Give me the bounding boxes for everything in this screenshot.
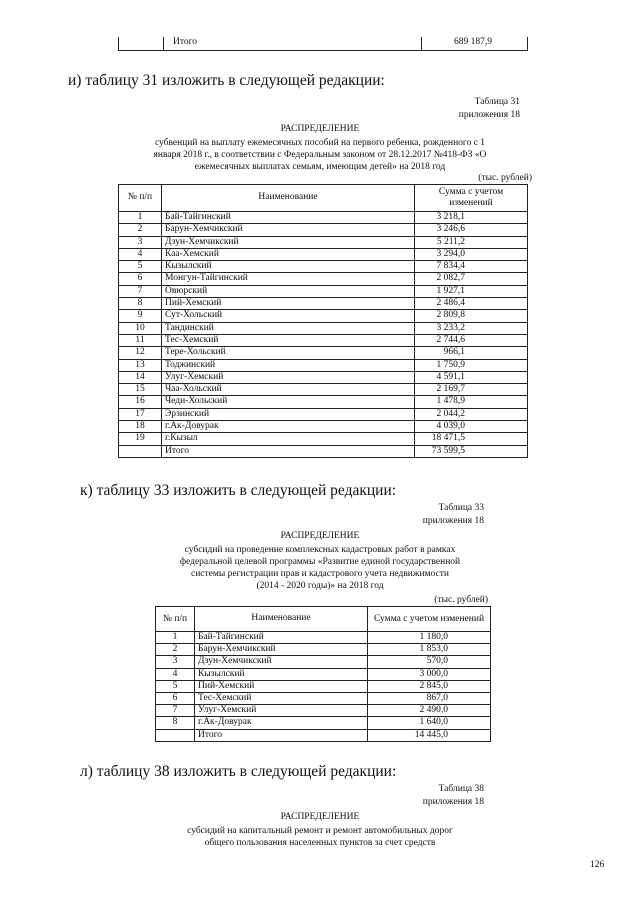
caption-line: системы регистрации прав и кадастрового учета недвижимости — [190, 569, 449, 579]
caption-line: января 2018 г., в соответствии с Федеральным законом от 28.12.2017 №418-ФЗ «О — [153, 150, 487, 160]
row-sum: 2 044,2 — [415, 408, 528, 420]
row-number: 2 — [119, 224, 162, 236]
row-number: 3 — [119, 236, 162, 248]
row-number: 4 — [119, 248, 162, 260]
row-sum: 4 591,1 — [415, 371, 528, 383]
row-number: 14 — [119, 371, 162, 383]
table31-appendix: приложения 18 — [458, 110, 520, 120]
table-row — [119, 347, 528, 359]
caption-line: ежемесячных выплатах семьям, имеющим детей» на 2018 год — [194, 162, 446, 172]
row-sum: 4 039,0 — [415, 421, 528, 433]
row-sum: 2 169,7 — [415, 384, 528, 396]
table-row — [119, 433, 528, 445]
table-row — [119, 421, 528, 433]
table-row — [119, 298, 528, 310]
table-row — [156, 717, 491, 729]
table-row — [119, 285, 528, 297]
row-sum: 570,0 — [368, 656, 491, 668]
row-sum: 2 490,0 — [368, 705, 491, 717]
row-sum: 18 471,5 — [415, 433, 528, 445]
row-number: 5 — [119, 261, 162, 273]
row-sum: 3 294,0 — [415, 248, 528, 260]
row-number: 13 — [119, 359, 162, 371]
row-sum: 5 211,2 — [415, 236, 528, 248]
row-name: Тес-Хемский — [162, 334, 415, 346]
row-name: г.Ак-Довурак — [162, 421, 415, 433]
table-row — [119, 236, 528, 248]
caption-line: федеральной целевой программы «Развитие единой государственной — [179, 557, 461, 567]
row-name: Тере-Хольский — [162, 347, 415, 359]
table33-units: (тыс. рублей) — [434, 595, 488, 605]
table-row — [119, 408, 528, 420]
table-row — [156, 656, 491, 668]
row-name: Итого — [162, 445, 415, 457]
row-name: Дзун-Хемчикский — [162, 236, 415, 248]
table-row — [156, 693, 491, 705]
table38-caption — [120, 825, 520, 849]
row-sum: 1 640,0 — [368, 717, 491, 729]
caption-line: субсидий на капитальный ремонт и ремонт автомобильных дорог — [187, 826, 453, 836]
row-number: 16 — [119, 396, 162, 408]
row-number: 4 — [156, 668, 195, 680]
row-sum: 73 599,5 — [415, 445, 528, 457]
table-row — [119, 212, 528, 224]
row-number — [156, 729, 195, 741]
table-row — [119, 334, 528, 346]
row-name: Чаа-Хольский — [162, 384, 415, 396]
row-name: Монгун-Тайгинский — [162, 273, 415, 285]
row-sum: 2 486,4 — [415, 298, 528, 310]
row-name: Улуг-Хемский — [195, 705, 368, 717]
row-name: Бай-Тайгинский — [195, 632, 368, 644]
row-number: 2 — [156, 644, 195, 656]
table-row — [119, 248, 528, 260]
row-sum: 2 082,7 — [415, 273, 528, 285]
row-number: 8 — [156, 717, 195, 729]
table-row — [119, 273, 528, 285]
table-row — [156, 632, 491, 644]
table33-label: Таблица 33 — [438, 503, 484, 513]
top-total-value: 689 187,9 — [454, 37, 492, 47]
row-name: г.Ак-Довурак — [195, 717, 368, 729]
section-l-heading: л) таблицу 38 изложить в следующей редакции: — [80, 763, 397, 780]
table-row — [119, 445, 528, 457]
table-row — [119, 371, 528, 383]
caption-line: (2014 - 2020 годы)» на 2018 год — [256, 581, 384, 591]
row-name: Сут-Хольский — [162, 310, 415, 322]
row-name: Итого — [195, 729, 368, 741]
table31 — [118, 184, 528, 458]
row-name: Улуг-Хемский — [162, 371, 415, 383]
section-i-heading: и) таблицу 31 изложить в следующей редакции: — [68, 72, 385, 89]
row-sum: 3 233,2 — [415, 322, 528, 334]
row-name: Пий-Хемский — [195, 680, 368, 692]
table33-appendix: приложения 18 — [422, 516, 484, 526]
row-sum: 7 834,4 — [415, 261, 528, 273]
row-number — [119, 445, 162, 457]
row-name: Дзун-Хемчикский — [195, 656, 368, 668]
table-row — [119, 224, 528, 236]
row-number: 6 — [119, 273, 162, 285]
table31-units: (тыс. рублей) — [478, 173, 532, 183]
table-row — [156, 644, 491, 656]
top-total-label: Итого — [173, 37, 198, 47]
row-number: 6 — [156, 693, 195, 705]
table-row — [156, 680, 491, 692]
table38-label: Таблица 38 — [438, 784, 484, 794]
row-name: Каа-Хемский — [162, 248, 415, 260]
row-sum: 14 445,0 — [368, 729, 491, 741]
row-number: 1 — [119, 212, 162, 224]
row-number: 18 — [119, 421, 162, 433]
col-header-sum: Сумма с учетом изменений — [415, 185, 528, 212]
row-sum: 1 750,9 — [415, 359, 528, 371]
table-row — [119, 396, 528, 408]
row-number: 7 — [156, 705, 195, 717]
row-number: 9 — [119, 310, 162, 322]
row-sum: 1 180,0 — [368, 632, 491, 644]
row-name: г.Кызыл — [162, 433, 415, 445]
table31-title: РАСПРЕДЕЛЕНИЕ — [280, 124, 360, 134]
table31-caption — [120, 137, 520, 173]
row-name: Бай-Тайгинский — [162, 212, 415, 224]
row-name: Эрзинский — [162, 408, 415, 420]
table-row — [156, 705, 491, 717]
caption-line: субсидий на проведение комплексных кадастровых работ в рамках — [184, 545, 456, 555]
row-name: Барун-Хемчикский — [162, 224, 415, 236]
row-number: 11 — [119, 334, 162, 346]
page-number: 126 — [590, 860, 605, 870]
top-total-row — [118, 37, 528, 51]
table33 — [155, 606, 491, 742]
caption-line: субвенций на выплату ежемесячных пособий на первого ребенка, рожденного с 1 — [154, 138, 486, 148]
row-name: Овюрский — [162, 285, 415, 297]
table33-caption — [120, 544, 520, 592]
table-row — [119, 261, 528, 273]
row-name: Чеди-Хольский — [162, 396, 415, 408]
row-name: Барун-Хемчикский — [195, 644, 368, 656]
row-number: 17 — [119, 408, 162, 420]
row-number: 8 — [119, 298, 162, 310]
row-sum: 2 845,0 — [368, 680, 491, 692]
table38-title: РАСПРЕДЕЛЕНИЕ — [280, 812, 360, 822]
table-row — [119, 384, 528, 396]
row-sum: 1 478,9 — [415, 396, 528, 408]
row-sum: 2 744,6 — [415, 334, 528, 346]
row-number: 1 — [156, 632, 195, 644]
row-name: Кызылский — [162, 261, 415, 273]
row-number: 7 — [119, 285, 162, 297]
col-header-name: Наименование — [162, 185, 415, 212]
table38-appendix: приложения 18 — [422, 797, 484, 807]
row-number: 15 — [119, 384, 162, 396]
row-name: Кызылский — [195, 668, 368, 680]
row-sum: 3 000,0 — [368, 668, 491, 680]
row-sum: 3 218,1 — [415, 212, 528, 224]
table33-title: РАСПРЕДЕЛЕНИЕ — [280, 531, 360, 541]
row-sum: 1 853,0 — [368, 644, 491, 656]
row-sum: 3 246,6 — [415, 224, 528, 236]
row-sum: 2 809,8 — [415, 310, 528, 322]
row-number: 19 — [119, 433, 162, 445]
row-sum: 966,1 — [415, 347, 528, 359]
table-row — [156, 729, 491, 741]
col-header-num: № п/п — [119, 185, 162, 212]
caption-line: общего пользования населенных пунктов за счет средств — [204, 838, 436, 848]
col-header-name: Наименование — [195, 607, 368, 632]
row-sum: 1 927,1 — [415, 285, 528, 297]
row-number: 5 — [156, 680, 195, 692]
row-name: Тоджинский — [162, 359, 415, 371]
col-header-sum: Сумма с учетом изменений — [368, 607, 491, 632]
row-sum: 867,0 — [368, 693, 491, 705]
row-name: Тандинский — [162, 322, 415, 334]
row-name: Тес-Хемский — [195, 693, 368, 705]
col-header-num: № п/п — [156, 607, 195, 632]
section-k-heading: к) таблицу 33 изложить в следующей редакции: — [80, 482, 397, 499]
row-number: 10 — [119, 322, 162, 334]
table-row — [119, 359, 528, 371]
row-number: 3 — [156, 656, 195, 668]
table-row — [119, 310, 528, 322]
table-row — [119, 322, 528, 334]
row-name: Пий-Хемский — [162, 298, 415, 310]
row-number: 12 — [119, 347, 162, 359]
table31-label: Таблица 31 — [474, 97, 520, 107]
table-row — [156, 668, 491, 680]
